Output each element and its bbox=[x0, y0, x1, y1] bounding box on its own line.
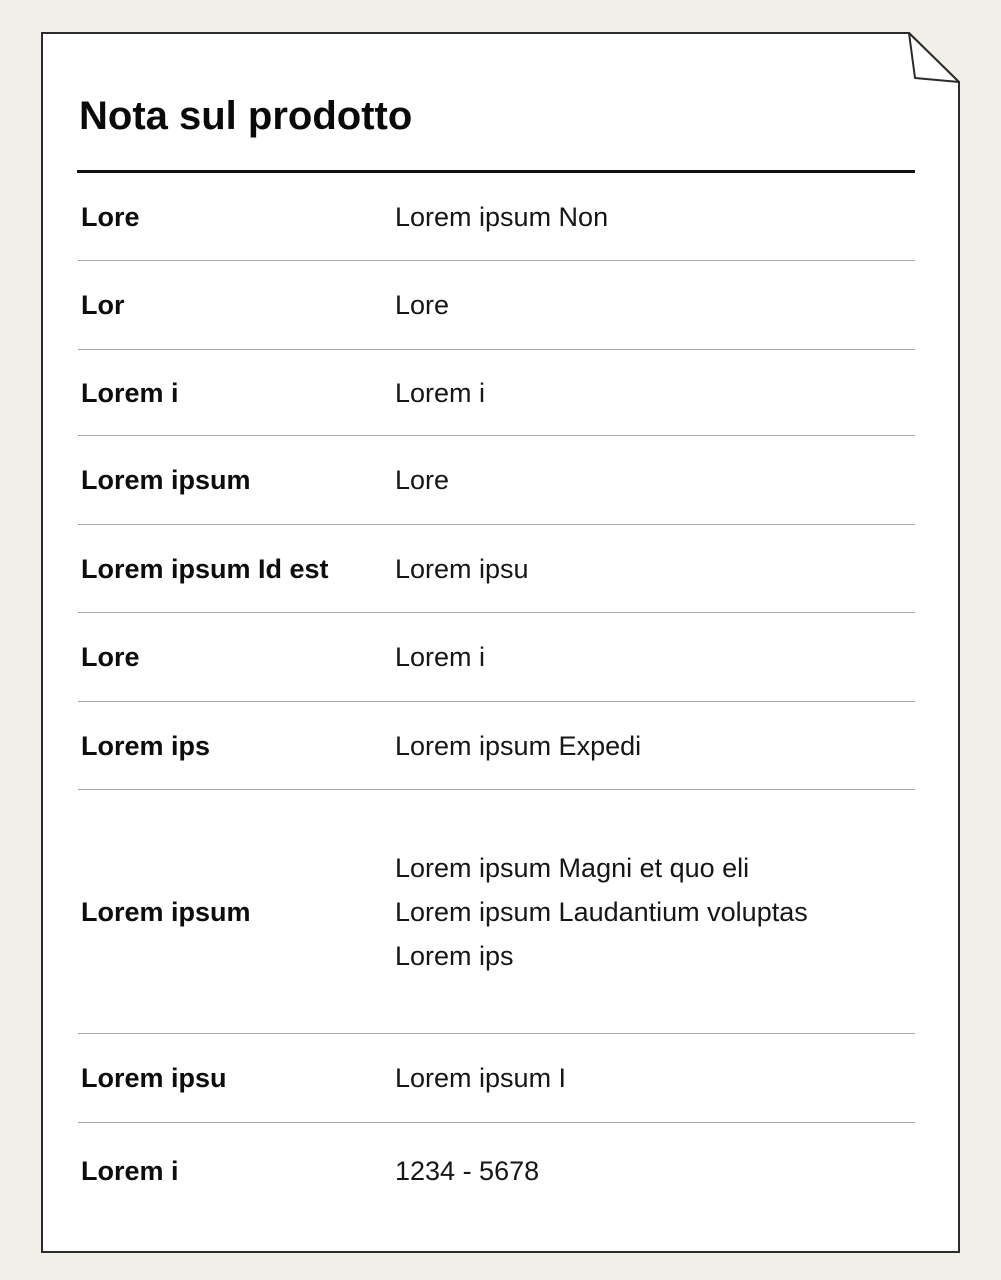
table-row bbox=[78, 436, 915, 525]
row-value-line: Lorem ips bbox=[395, 940, 514, 971]
row-value-line: Lorem ipsum Magni et quo eli bbox=[395, 852, 750, 883]
row-value bbox=[395, 724, 641, 768]
row-value bbox=[395, 635, 485, 679]
row-label: Lorem ipsum Id est bbox=[81, 553, 329, 584]
row-value-line: Lorem ipsum Non bbox=[395, 201, 609, 232]
table-row bbox=[78, 173, 915, 261]
row-label: Lorem ipsum bbox=[81, 896, 251, 927]
row-value-line: 1234 - 5678 bbox=[395, 1155, 540, 1186]
row-label: Lorem i bbox=[81, 377, 179, 408]
row-value-line: Lorem ipsum Expedi bbox=[395, 730, 642, 761]
row-value-line: Lorem ipsum I bbox=[395, 1063, 567, 1093]
row-value bbox=[395, 1149, 539, 1193]
row-label: Lore bbox=[81, 201, 140, 232]
row-value bbox=[395, 1056, 566, 1100]
table-row bbox=[78, 790, 915, 1034]
row-value-line: Lorem i bbox=[395, 642, 486, 672]
table-row bbox=[78, 525, 915, 613]
row-value bbox=[395, 283, 449, 327]
row-label: Lorem ips bbox=[81, 730, 211, 761]
row-value bbox=[395, 547, 529, 591]
row-value-line: Lore bbox=[395, 465, 450, 495]
row-value bbox=[395, 846, 808, 978]
row-value-line: Lore bbox=[395, 290, 450, 320]
table-row bbox=[78, 1123, 915, 1218]
row-label: Lorem ipsum bbox=[81, 465, 251, 495]
table-row bbox=[78, 702, 915, 790]
row-value bbox=[395, 371, 485, 415]
row-value-line: Lorem i bbox=[395, 377, 486, 408]
product-note-card bbox=[42, 33, 959, 1252]
page-title: Nota sul prodotto bbox=[79, 94, 413, 138]
table-row bbox=[78, 613, 915, 702]
table-row bbox=[78, 261, 915, 350]
table-row bbox=[78, 350, 915, 436]
row-value-line: Lorem ipsu bbox=[395, 553, 529, 584]
row-label: Lorem ipsu bbox=[81, 1063, 227, 1093]
row-label: Lor bbox=[81, 290, 125, 320]
row-value bbox=[395, 458, 449, 502]
table-row bbox=[78, 1034, 915, 1123]
row-label: Lorem i bbox=[81, 1155, 179, 1186]
row-value bbox=[395, 195, 608, 239]
row-label: Lore bbox=[81, 642, 140, 672]
row-value-line: Lorem ipsum Laudantium voluptas bbox=[395, 896, 808, 927]
